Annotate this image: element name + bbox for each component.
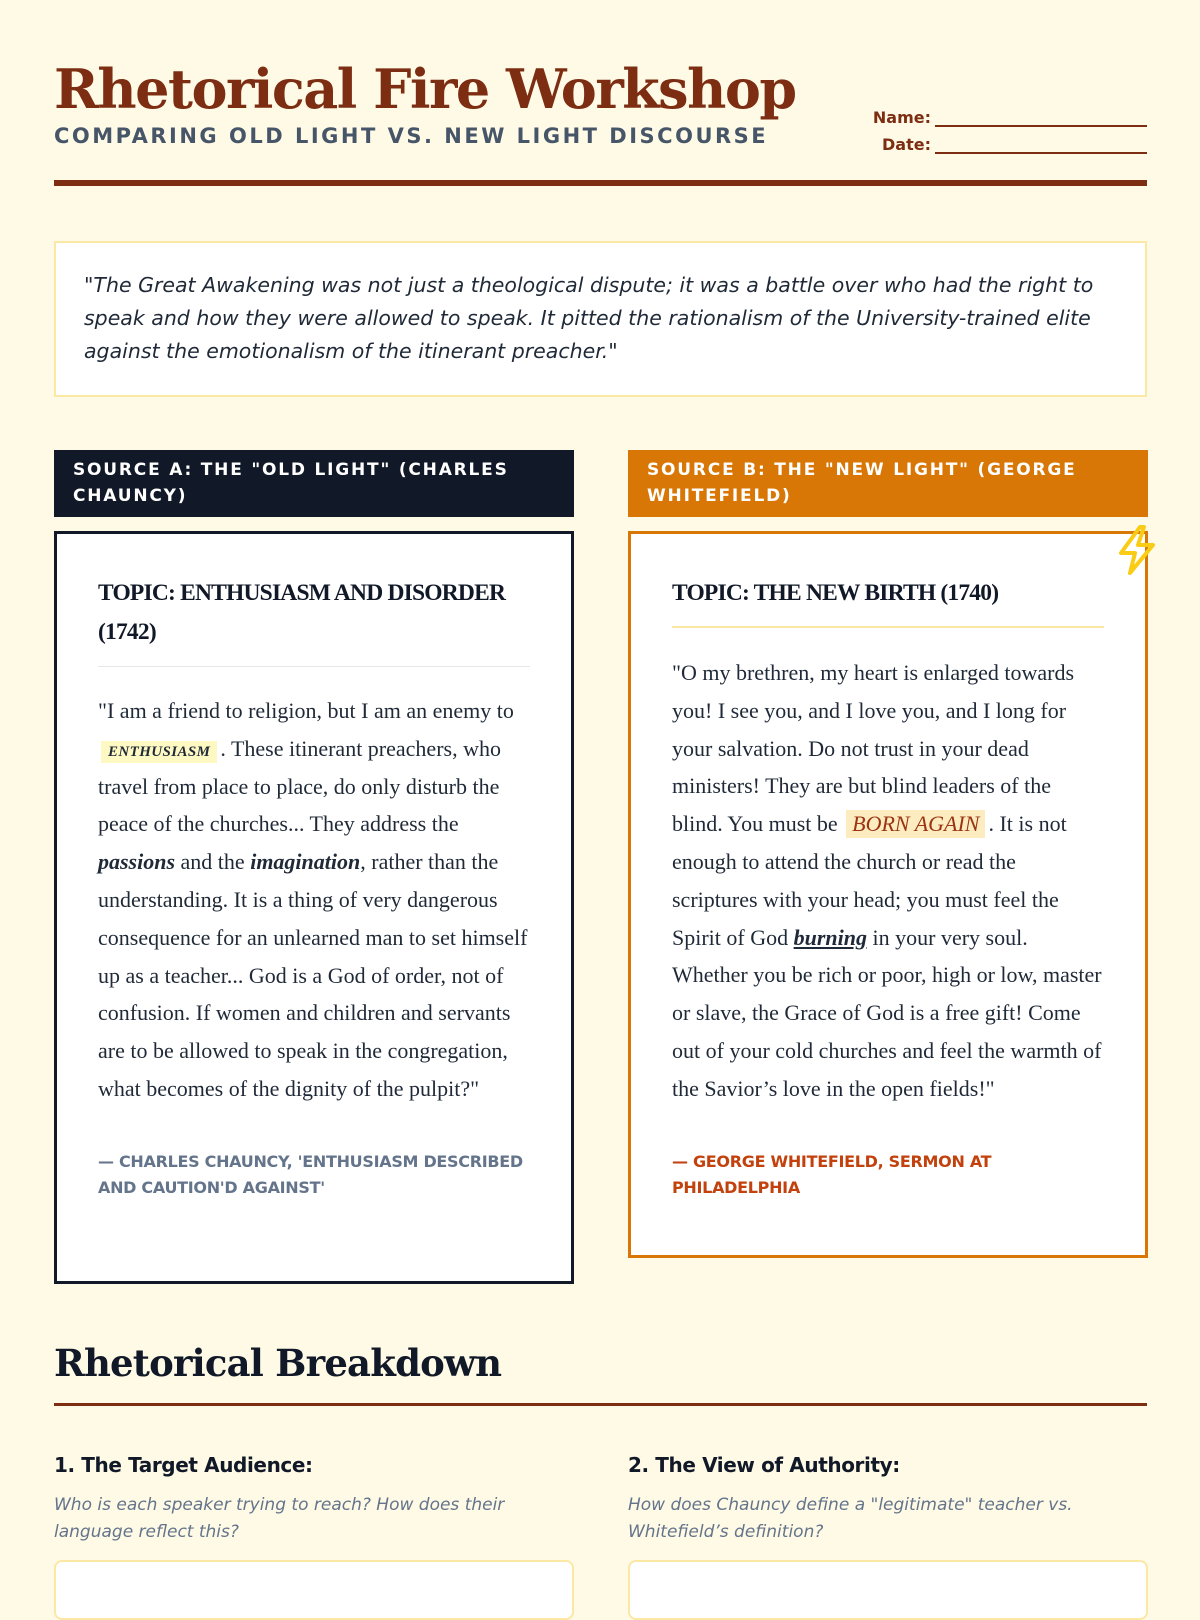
name-label: Name: xyxy=(872,108,931,127)
header-divider xyxy=(54,180,1147,186)
source-a-attribution: — CHARLES CHAUNCY, 'ENTHUSIASM DESCRIBED AND CAUTION'D AGAINST' xyxy=(98,1151,523,1197)
source-a-text-part: and the xyxy=(180,849,245,875)
source-a-heading: SOURCE A: THE "OLD LIGHT" (CHARLES CHAUNCY) xyxy=(54,450,574,517)
source-a-column xyxy=(54,450,574,1284)
page-title: Rhetorical Fire Workshop xyxy=(54,57,796,121)
intro-quote: "The Great Awakening was not just a theological dispute; it was a battle over who had the right to speak and how they were allowed to speak. It pitted the rationalism of the University-trained elite against the emotionalism of the itinerant preacher." xyxy=(84,273,1094,363)
source-b-text-part: . It is not enough to attend the church or read the scriptures with your head; you must feel the Spirit of God xyxy=(672,811,1067,950)
answer-box-audience[interactable] xyxy=(54,1560,574,1620)
source-a-topic: TOPIC: ENTHUSIASM AND DISORDER (1742) xyxy=(98,574,530,667)
source-b-topic: TOPIC: THE NEW BIRTH (1740) xyxy=(672,574,1104,628)
question-title: 2. The View of Authority: xyxy=(628,1453,900,1477)
burning-emphasis: burning xyxy=(793,924,868,950)
source-a-text-part: , rather than the understanding. It is a thing of very dangerous consequence for an unlearned man to set himself up as a teacher... God is a God of order, not of confusion. If women and children and servants are to be allowed to speak in the congregation, what becomes of the dignity of the pulpit?" xyxy=(98,849,528,1101)
source-b-text-part: "O my brethren, my heart is enlarged towards you! I see you, and I love you, and I long for your salvation. Do not trust in your dead ministers! They are but blind leaders of the blind. You must be xyxy=(672,660,1075,837)
answer-box-authority[interactable] xyxy=(628,1560,1148,1620)
source-a-text-part: "I am a friend to religion, but I am an enemy to xyxy=(98,698,514,723)
enthusiasm-highlight: ENTHUSIASM xyxy=(101,741,217,763)
source-b-column xyxy=(628,450,1148,1258)
breakdown-divider xyxy=(54,1403,1147,1406)
source-b-text xyxy=(672,654,1104,1108)
born-again-highlight: BORN AGAIN xyxy=(846,810,985,838)
intro-quote-box xyxy=(54,241,1147,397)
question-title: 1. The Target Audience: xyxy=(54,1453,313,1477)
date-field[interactable] xyxy=(935,132,1147,154)
question-target-audience xyxy=(54,1450,574,1546)
date-label: Date: xyxy=(882,135,931,154)
source-b-attribution: — GEORGE WHITEFIELD, SERMON AT PHILADELPHIA xyxy=(672,1151,992,1197)
passions-emphasis: passions xyxy=(98,849,176,875)
source-b-card xyxy=(628,531,1148,1258)
date-field-row xyxy=(847,127,1147,154)
source-b-text-part: in your very soul. Whether you be rich or poor, high or low, master or slave, the Grace of God is a free gift! Come out of your cold churches and feel the warmth of the Savior’s love in the open fields!" xyxy=(672,924,1102,1101)
name-date-fields xyxy=(847,100,1147,154)
name-field-row xyxy=(847,100,1147,127)
source-a-card xyxy=(54,531,574,1284)
question-prompt: How does Chauncy define a "legitimate" teacher vs. Whitefield’s definition? xyxy=(628,1495,1073,1542)
source-a-text-part: . These itinerant preachers, who travel from place to place, do only disturb the peace of the churches... They address the xyxy=(98,735,501,837)
question-view-of-authority xyxy=(628,1450,1148,1546)
page-subtitle: COMPARING OLD LIGHT VS. NEW LIGHT DISCOURSE xyxy=(54,124,769,148)
breakdown-title: Rhetorical Breakdown xyxy=(54,1341,502,1385)
name-field[interactable] xyxy=(935,105,1147,127)
imagination-emphasis: imagination xyxy=(250,849,361,875)
source-b-heading: SOURCE B: THE "NEW LIGHT" (GEORGE WHITEFIELD) xyxy=(628,450,1148,517)
lightning-bolt-icon xyxy=(1113,523,1159,577)
question-prompt: Who is each speaker trying to reach? How does their language reflect this? xyxy=(54,1495,505,1542)
source-a-text xyxy=(98,692,530,1108)
